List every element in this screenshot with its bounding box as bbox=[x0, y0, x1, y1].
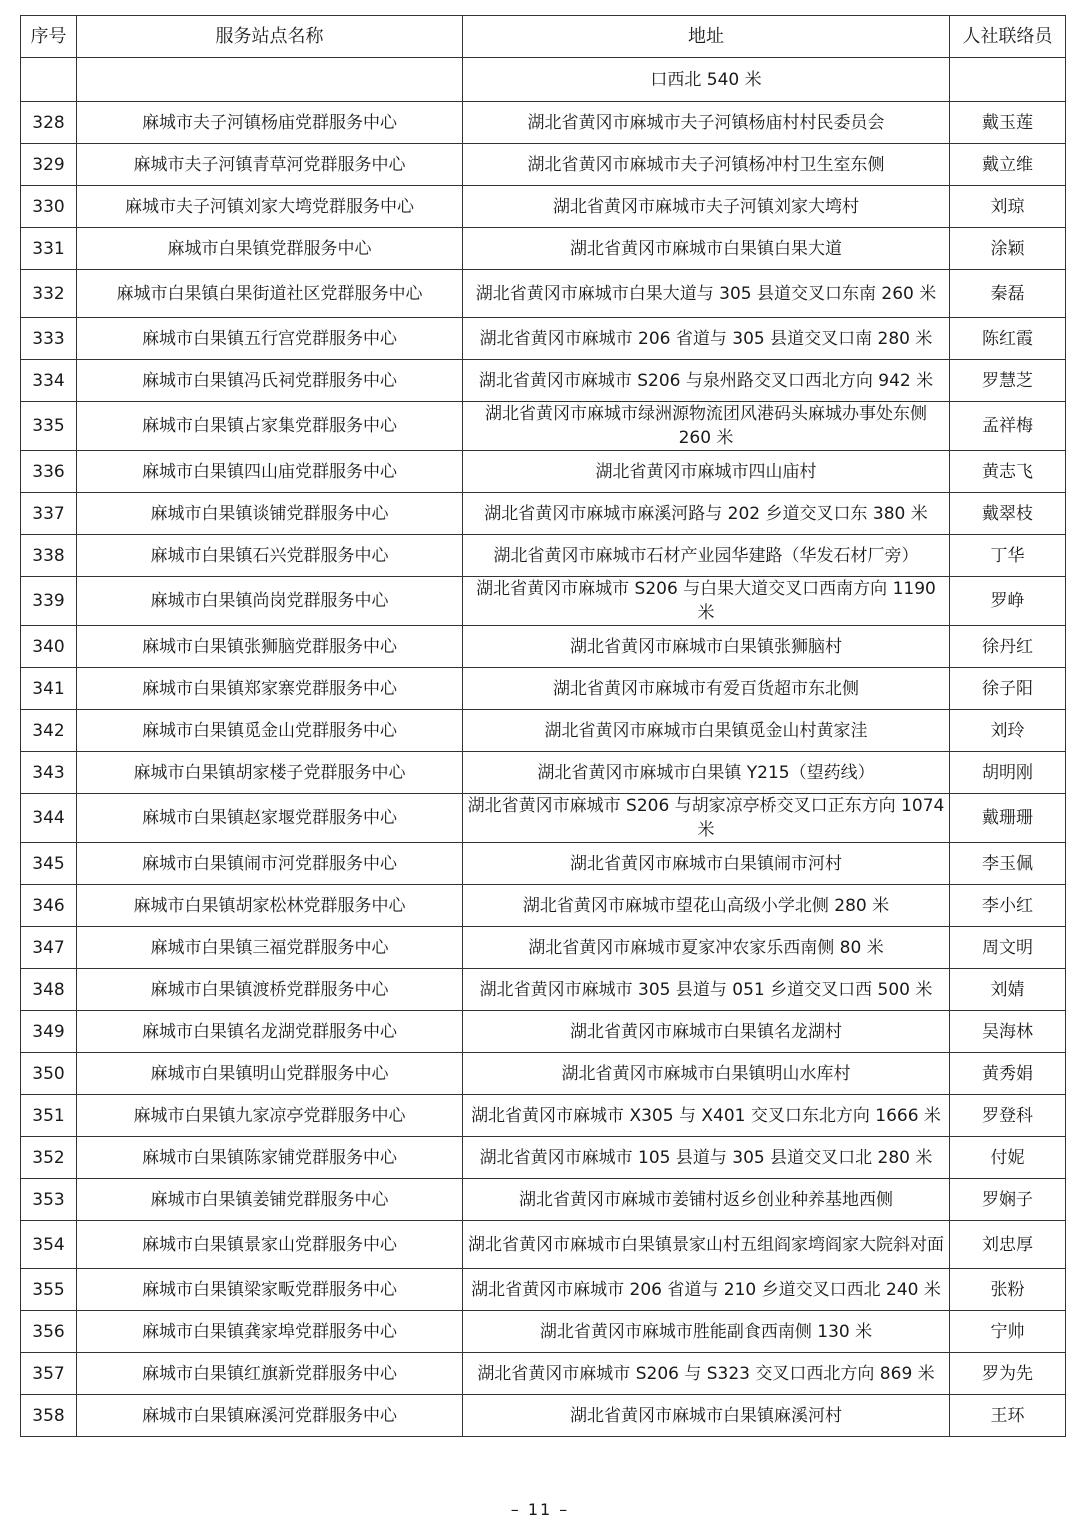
cell-no: 357 bbox=[21, 1353, 77, 1395]
table-row bbox=[21, 186, 1066, 228]
cell-contact: 黄志飞 bbox=[950, 451, 1066, 493]
cell-address: 湖北省黄冈市麻城市白果镇张狮脑村 bbox=[463, 626, 950, 668]
cell-address: 口西北 540 米 bbox=[463, 58, 950, 102]
cell-station-name: 麻城市夫子河镇青草河党群服务中心 bbox=[77, 144, 463, 186]
cell-address: 湖北省黄冈市麻城市夫子河镇刘家大塆村 bbox=[463, 186, 950, 228]
cell-no: 353 bbox=[21, 1179, 77, 1221]
cell-contact: 涂颖 bbox=[950, 228, 1066, 270]
cell-address: 湖北省黄冈市麻城市绿洲源物流团风港码头麻城办事处东侧 260 米 bbox=[463, 402, 950, 451]
cell-address: 湖北省黄冈市麻城市四山庙村 bbox=[463, 451, 950, 493]
cell-contact: 付妮 bbox=[950, 1137, 1066, 1179]
table-row bbox=[21, 144, 1066, 186]
cell-station-name: 麻城市白果镇胡家松林党群服务中心 bbox=[77, 885, 463, 927]
table-row bbox=[21, 58, 1066, 102]
cell-contact: 孟祥梅 bbox=[950, 402, 1066, 451]
cell-address: 湖北省黄冈市麻城市姜铺村返乡创业种养基地西侧 bbox=[463, 1179, 950, 1221]
cell-address: 湖北省黄冈市麻城市白果镇 Y215（望药线） bbox=[463, 752, 950, 794]
cell-contact: 刘婧 bbox=[950, 969, 1066, 1011]
cell-address: 湖北省黄冈市麻城市 X305 与 X401 交叉口东北方向 1666 米 bbox=[463, 1095, 950, 1137]
cell-no: 332 bbox=[21, 270, 77, 318]
cell-station-name: 麻城市白果镇三福党群服务中心 bbox=[77, 927, 463, 969]
cell-no: 331 bbox=[21, 228, 77, 270]
table-row bbox=[21, 535, 1066, 577]
table-row bbox=[21, 1269, 1066, 1311]
cell-no: 337 bbox=[21, 493, 77, 535]
table-row bbox=[21, 1179, 1066, 1221]
table-row bbox=[21, 710, 1066, 752]
table-row bbox=[21, 668, 1066, 710]
cell-no: 329 bbox=[21, 144, 77, 186]
cell-no: 355 bbox=[21, 1269, 77, 1311]
table-row bbox=[21, 318, 1066, 360]
header-no: 序号 bbox=[21, 16, 77, 58]
cell-station-name: 麻城市白果镇白果街道社区党群服务中心 bbox=[77, 270, 463, 318]
table-row bbox=[21, 228, 1066, 270]
table-row bbox=[21, 1221, 1066, 1269]
cell-contact: 刘琼 bbox=[950, 186, 1066, 228]
table-row bbox=[21, 270, 1066, 318]
cell-no: 338 bbox=[21, 535, 77, 577]
table-row bbox=[21, 794, 1066, 843]
cell-no: 358 bbox=[21, 1395, 77, 1437]
table-row bbox=[21, 752, 1066, 794]
cell-contact: 戴立维 bbox=[950, 144, 1066, 186]
table-row bbox=[21, 843, 1066, 885]
cell-station-name: 麻城市白果镇红旗新党群服务中心 bbox=[77, 1353, 463, 1395]
cell-contact: 宁帅 bbox=[950, 1311, 1066, 1353]
cell-no: 349 bbox=[21, 1011, 77, 1053]
cell-station-name: 麻城市白果镇陈家铺党群服务中心 bbox=[77, 1137, 463, 1179]
cell-no: 348 bbox=[21, 969, 77, 1011]
header-name: 服务站点名称 bbox=[77, 16, 463, 58]
cell-station-name: 麻城市白果镇觅金山党群服务中心 bbox=[77, 710, 463, 752]
cell-no: 346 bbox=[21, 885, 77, 927]
table-row bbox=[21, 626, 1066, 668]
cell-address: 湖北省黄冈市麻城市 S206 与胡家凉亭桥交叉口正东方向 1074 米 bbox=[463, 794, 950, 843]
cell-address: 湖北省黄冈市麻城市 105 县道与 305 县道交叉口北 280 米 bbox=[463, 1137, 950, 1179]
table-row bbox=[21, 1395, 1066, 1437]
table-row bbox=[21, 451, 1066, 493]
cell-contact: 戴珊珊 bbox=[950, 794, 1066, 843]
cell-contact: 李小红 bbox=[950, 885, 1066, 927]
cell-address: 湖北省黄冈市麻城市麻溪河路与 202 乡道交叉口东 380 米 bbox=[463, 493, 950, 535]
cell-no: 328 bbox=[21, 102, 77, 144]
cell-contact: 吴海林 bbox=[950, 1011, 1066, 1053]
cell-address: 湖北省黄冈市麻城市白果大道与 305 县道交叉口东南 260 米 bbox=[463, 270, 950, 318]
cell-contact: 徐子阳 bbox=[950, 668, 1066, 710]
cell-address: 湖北省黄冈市麻城市白果镇明山水库村 bbox=[463, 1053, 950, 1095]
cell-contact: 胡明刚 bbox=[950, 752, 1066, 794]
cell-address: 湖北省黄冈市麻城市望花山高级小学北侧 280 米 bbox=[463, 885, 950, 927]
cell-no: 335 bbox=[21, 402, 77, 451]
table-row bbox=[21, 1095, 1066, 1137]
cell-contact: 王环 bbox=[950, 1395, 1066, 1437]
cell-contact: 罗峥 bbox=[950, 577, 1066, 626]
cell-station-name: 麻城市白果镇冯氏祠党群服务中心 bbox=[77, 360, 463, 402]
cell-contact: 秦磊 bbox=[950, 270, 1066, 318]
cell-station-name: 麻城市夫子河镇杨庙党群服务中心 bbox=[77, 102, 463, 144]
cell-station-name: 麻城市白果镇四山庙党群服务中心 bbox=[77, 451, 463, 493]
table-row bbox=[21, 493, 1066, 535]
cell-station-name: 麻城市白果镇赵家堰党群服务中心 bbox=[77, 794, 463, 843]
cell-station-name: 麻城市白果镇名龙湖党群服务中心 bbox=[77, 1011, 463, 1053]
table-row bbox=[21, 1353, 1066, 1395]
cell-station-name bbox=[77, 58, 463, 102]
cell-station-name: 麻城市白果镇渡桥党群服务中心 bbox=[77, 969, 463, 1011]
cell-no: 333 bbox=[21, 318, 77, 360]
cell-station-name: 麻城市白果镇尚岗党群服务中心 bbox=[77, 577, 463, 626]
cell-station-name: 麻城市白果镇梁家畈党群服务中心 bbox=[77, 1269, 463, 1311]
cell-no: 340 bbox=[21, 626, 77, 668]
table-body bbox=[21, 58, 1066, 1437]
cell-station-name: 麻城市白果镇景家山党群服务中心 bbox=[77, 1221, 463, 1269]
cell-no bbox=[21, 58, 77, 102]
cell-address: 湖北省黄冈市麻城市 S206 与白果大道交叉口西南方向 1190 米 bbox=[463, 577, 950, 626]
cell-no: 351 bbox=[21, 1095, 77, 1137]
cell-no: 345 bbox=[21, 843, 77, 885]
header-address: 地址 bbox=[463, 16, 950, 58]
cell-address: 湖北省黄冈市麻城市白果镇景家山村五组阎家塆阎家大院斜对面 bbox=[463, 1221, 950, 1269]
cell-address: 湖北省黄冈市麻城市白果镇名龙湖村 bbox=[463, 1011, 950, 1053]
header-contact: 人社联络员 bbox=[950, 16, 1066, 58]
cell-address: 湖北省黄冈市麻城市胜能副食西南侧 130 米 bbox=[463, 1311, 950, 1353]
cell-address: 湖北省黄冈市麻城市有爱百货超市东北侧 bbox=[463, 668, 950, 710]
cell-address: 湖北省黄冈市麻城市 206 省道与 305 县道交叉口南 280 米 bbox=[463, 318, 950, 360]
cell-station-name: 麻城市白果镇龚家埠党群服务中心 bbox=[77, 1311, 463, 1353]
table-row bbox=[21, 1053, 1066, 1095]
cell-no: 352 bbox=[21, 1137, 77, 1179]
cell-station-name: 麻城市白果镇闹市河党群服务中心 bbox=[77, 843, 463, 885]
cell-contact: 黄秀娟 bbox=[950, 1053, 1066, 1095]
cell-no: 350 bbox=[21, 1053, 77, 1095]
cell-contact: 罗登科 bbox=[950, 1095, 1066, 1137]
cell-address: 湖北省黄冈市麻城市石材产业园华建路（华发石材厂旁） bbox=[463, 535, 950, 577]
cell-station-name: 麻城市白果镇郑家寨党群服务中心 bbox=[77, 668, 463, 710]
cell-no: 330 bbox=[21, 186, 77, 228]
page-number: – 11 – bbox=[510, 1500, 570, 1519]
cell-address: 湖北省黄冈市麻城市夏家冲农家乐西南侧 80 米 bbox=[463, 927, 950, 969]
cell-no: 342 bbox=[21, 710, 77, 752]
table-row bbox=[21, 927, 1066, 969]
cell-contact: 罗慧芝 bbox=[950, 360, 1066, 402]
table-row bbox=[21, 1011, 1066, 1053]
cell-contact: 丁华 bbox=[950, 535, 1066, 577]
cell-station-name: 麻城市白果镇占家集党群服务中心 bbox=[77, 402, 463, 451]
cell-contact: 张粉 bbox=[950, 1269, 1066, 1311]
cell-contact: 罗为先 bbox=[950, 1353, 1066, 1395]
table-header-row bbox=[21, 16, 1066, 58]
cell-contact bbox=[950, 58, 1066, 102]
cell-no: 356 bbox=[21, 1311, 77, 1353]
table-row bbox=[21, 1311, 1066, 1353]
cell-address: 湖北省黄冈市麻城市 S206 与 S323 交叉口西北方向 869 米 bbox=[463, 1353, 950, 1395]
cell-station-name: 麻城市白果镇麻溪河党群服务中心 bbox=[77, 1395, 463, 1437]
cell-station-name: 麻城市白果镇姜铺党群服务中心 bbox=[77, 1179, 463, 1221]
cell-address: 湖北省黄冈市麻城市 S206 与泉州路交叉口西北方向 942 米 bbox=[463, 360, 950, 402]
cell-station-name: 麻城市白果镇五行宫党群服务中心 bbox=[77, 318, 463, 360]
cell-contact: 李玉佩 bbox=[950, 843, 1066, 885]
table-row bbox=[21, 402, 1066, 451]
cell-address: 湖北省黄冈市麻城市夫子河镇杨冲村卫生室东侧 bbox=[463, 144, 950, 186]
cell-contact: 戴玉莲 bbox=[950, 102, 1066, 144]
cell-contact: 戴翠枝 bbox=[950, 493, 1066, 535]
table-row bbox=[21, 360, 1066, 402]
cell-station-name: 麻城市白果镇张狮脑党群服务中心 bbox=[77, 626, 463, 668]
cell-address: 湖北省黄冈市麻城市白果镇觅金山村黄家洼 bbox=[463, 710, 950, 752]
cell-station-name: 麻城市白果镇胡家楼子党群服务中心 bbox=[77, 752, 463, 794]
cell-contact: 陈红霞 bbox=[950, 318, 1066, 360]
cell-station-name: 麻城市白果镇明山党群服务中心 bbox=[77, 1053, 463, 1095]
cell-address: 湖北省黄冈市麻城市 305 县道与 051 乡道交叉口西 500 米 bbox=[463, 969, 950, 1011]
cell-contact: 刘忠厚 bbox=[950, 1221, 1066, 1269]
table-row bbox=[21, 1137, 1066, 1179]
cell-no: 344 bbox=[21, 794, 77, 843]
cell-no: 347 bbox=[21, 927, 77, 969]
cell-station-name: 麻城市白果镇党群服务中心 bbox=[77, 228, 463, 270]
cell-contact: 周文明 bbox=[950, 927, 1066, 969]
cell-station-name: 麻城市白果镇九家凉亭党群服务中心 bbox=[77, 1095, 463, 1137]
cell-station-name: 麻城市白果镇石兴党群服务中心 bbox=[77, 535, 463, 577]
table-row bbox=[21, 885, 1066, 927]
cell-address: 湖北省黄冈市麻城市夫子河镇杨庙村村民委员会 bbox=[463, 102, 950, 144]
cell-station-name: 麻城市夫子河镇刘家大塆党群服务中心 bbox=[77, 186, 463, 228]
cell-address: 湖北省黄冈市麻城市白果镇麻溪河村 bbox=[463, 1395, 950, 1437]
cell-no: 334 bbox=[21, 360, 77, 402]
cell-no: 354 bbox=[21, 1221, 77, 1269]
cell-contact: 徐丹红 bbox=[950, 626, 1066, 668]
cell-no: 341 bbox=[21, 668, 77, 710]
cell-contact: 罗娴子 bbox=[950, 1179, 1066, 1221]
service-station-table bbox=[20, 15, 1066, 1437]
cell-address: 湖北省黄冈市麻城市 206 省道与 210 乡道交叉口西北 240 米 bbox=[463, 1269, 950, 1311]
cell-contact: 刘玲 bbox=[950, 710, 1066, 752]
cell-address: 湖北省黄冈市麻城市白果镇白果大道 bbox=[463, 228, 950, 270]
table-row bbox=[21, 969, 1066, 1011]
cell-address: 湖北省黄冈市麻城市白果镇闹市河村 bbox=[463, 843, 950, 885]
table-row bbox=[21, 577, 1066, 626]
cell-no: 343 bbox=[21, 752, 77, 794]
table-row bbox=[21, 102, 1066, 144]
cell-station-name: 麻城市白果镇谈铺党群服务中心 bbox=[77, 493, 463, 535]
cell-no: 339 bbox=[21, 577, 77, 626]
cell-no: 336 bbox=[21, 451, 77, 493]
